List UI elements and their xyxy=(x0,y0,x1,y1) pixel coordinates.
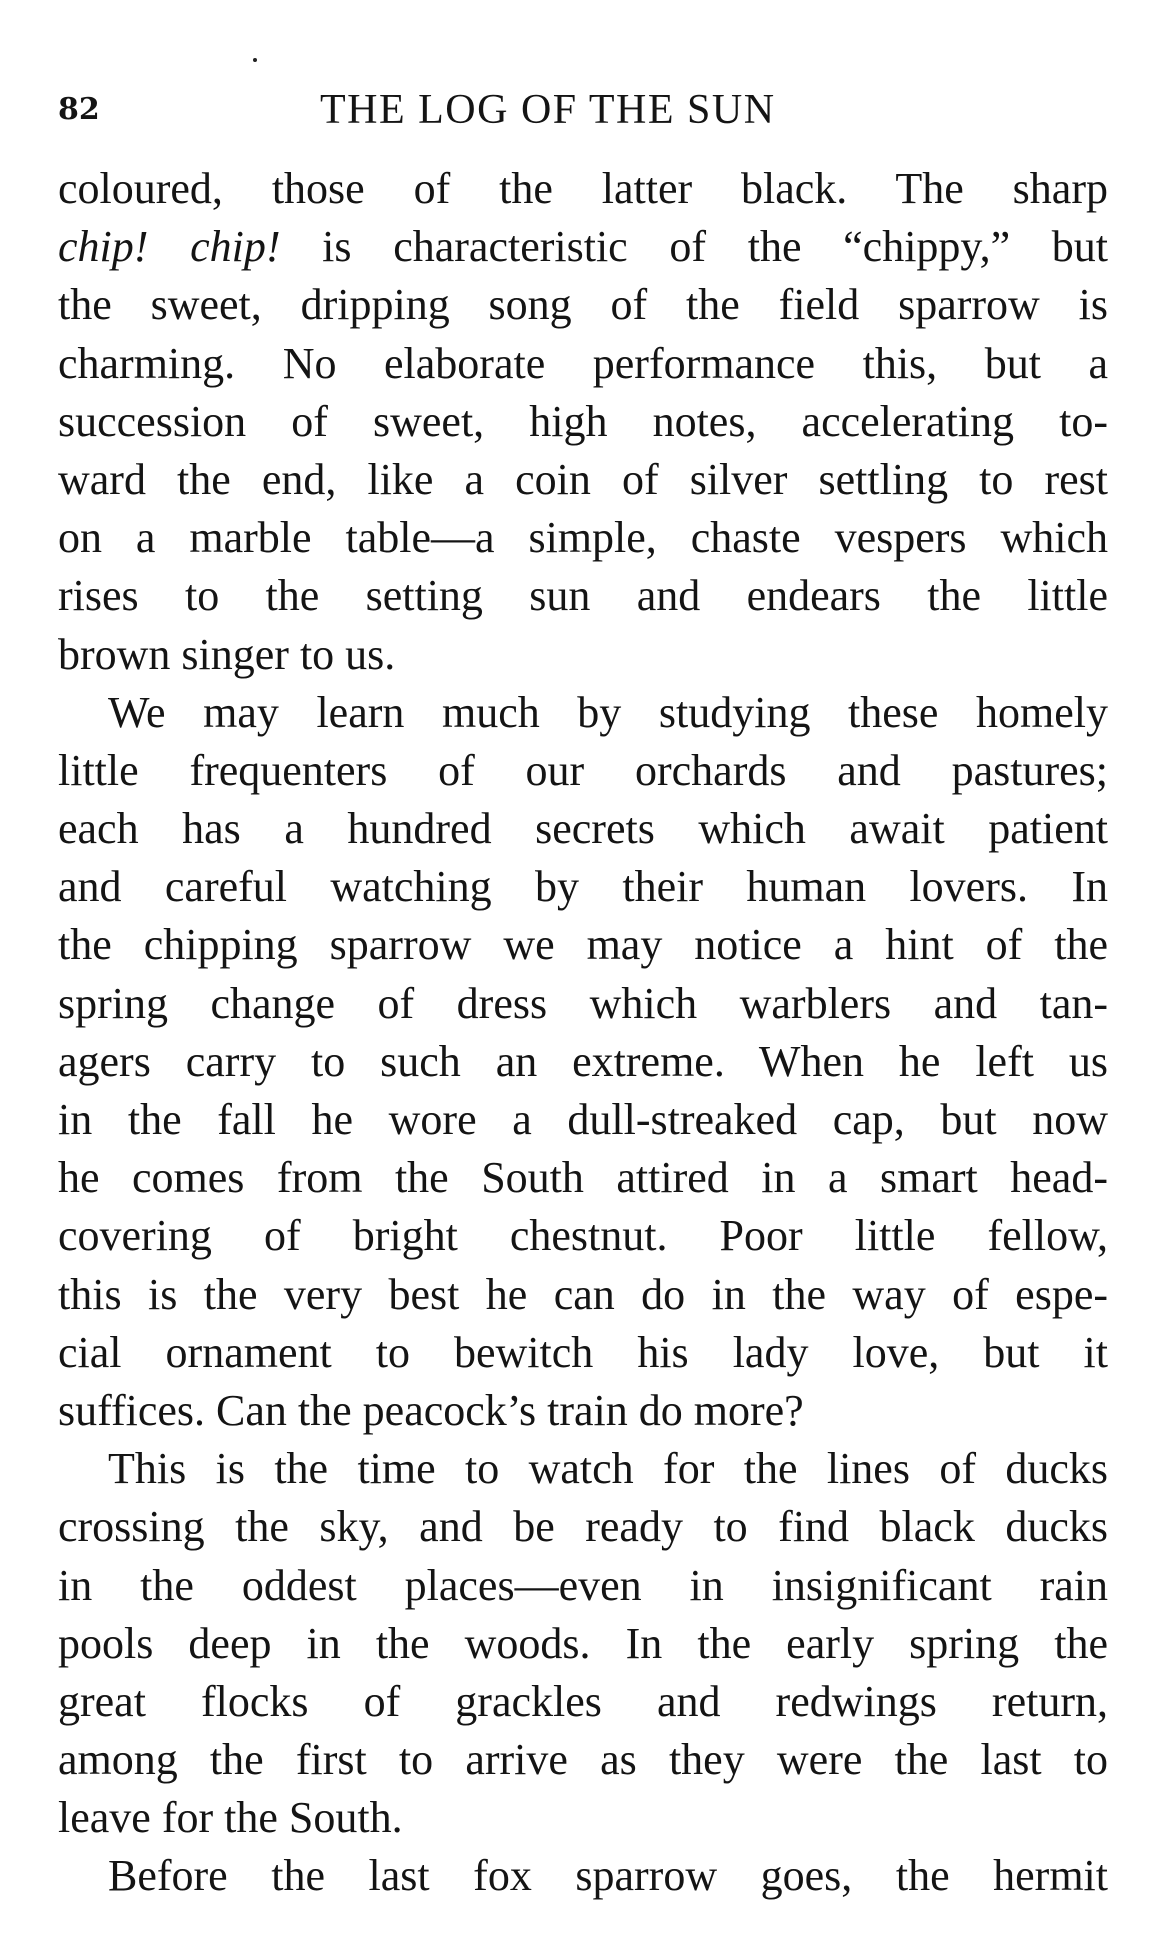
italic-phrase: chip! chip! xyxy=(58,222,281,272)
text-line: We may learn much by studying these homely xyxy=(108,687,1108,737)
text-line: brown singer to us. xyxy=(58,629,396,679)
text-line: among the first to arrive as they were the last to xyxy=(58,1735,1108,1785)
paragraph xyxy=(58,1440,1108,1847)
text-line: spring change of dress which warblers and tan- xyxy=(58,978,1108,1028)
page-number: 82 xyxy=(58,92,100,127)
body-text xyxy=(58,160,1108,1906)
text-line xyxy=(58,218,1108,276)
running-title: THE LOG OF THE SUN xyxy=(320,87,776,133)
text-line: cial ornament to bewitch his lady love, but it xyxy=(58,1327,1108,1377)
text-line: and careful watching by their human lovers. In xyxy=(58,862,1108,912)
paragraph xyxy=(58,1847,1108,1905)
text-line: leave for the South. xyxy=(58,1793,403,1843)
text-line: great flocks of grackles and redwings return, xyxy=(58,1676,1108,1726)
print-speck xyxy=(253,58,257,62)
text-line: suffices. Can the peacock’s train do more? xyxy=(58,1385,804,1435)
text-line: This is the time to watch for the lines of ducks xyxy=(108,1444,1108,1494)
paragraph xyxy=(58,160,1108,684)
text-line: crossing the sky, and be ready to find black ducks xyxy=(58,1502,1108,1552)
text-line: pools deep in the woods. In the early spring the xyxy=(58,1618,1108,1668)
text-line: agers carry to such an extreme. When he left us xyxy=(58,1036,1108,1086)
text-line: succession of sweet, high notes, accelerating to- xyxy=(58,396,1108,446)
text-line: he comes from the South attired in a smart head- xyxy=(58,1153,1108,1203)
text-line: on a marble table—a simple, chaste vespers which xyxy=(58,513,1108,563)
text-line: the sweet, dripping song of the field sparrow is xyxy=(58,280,1108,330)
text-line: the chipping sparrow we may notice a hint of the xyxy=(58,920,1108,970)
text-line: covering of bright chestnut. Poor little fellow, xyxy=(58,1211,1108,1261)
text-line: Before the last fox sparrow goes, the hermit xyxy=(108,1851,1108,1901)
text-line: ward the end, like a coin of silver settling to rest xyxy=(58,454,1108,504)
text-line: charming. No elaborate performance this, but a xyxy=(58,338,1108,388)
paragraph xyxy=(58,684,1108,1440)
text-span: is characteristic of the “chippy,” but xyxy=(280,222,1108,272)
running-head xyxy=(58,84,1108,140)
text-line: rises to the setting sun and endears the little xyxy=(58,571,1108,621)
text-line: each has a hundred secrets which await patient xyxy=(58,804,1108,854)
text-line: in the fall he wore a dull-streaked cap, but now xyxy=(58,1095,1108,1144)
text-line: little frequenters of our orchards and pastures; xyxy=(58,745,1108,795)
text-line: coloured, those of the latter black. The sharp xyxy=(58,164,1108,213)
text-line: in the oddest places—even in insignificant rain xyxy=(58,1560,1108,1610)
text-line: this is the very best he can do in the way of espe- xyxy=(58,1269,1108,1319)
